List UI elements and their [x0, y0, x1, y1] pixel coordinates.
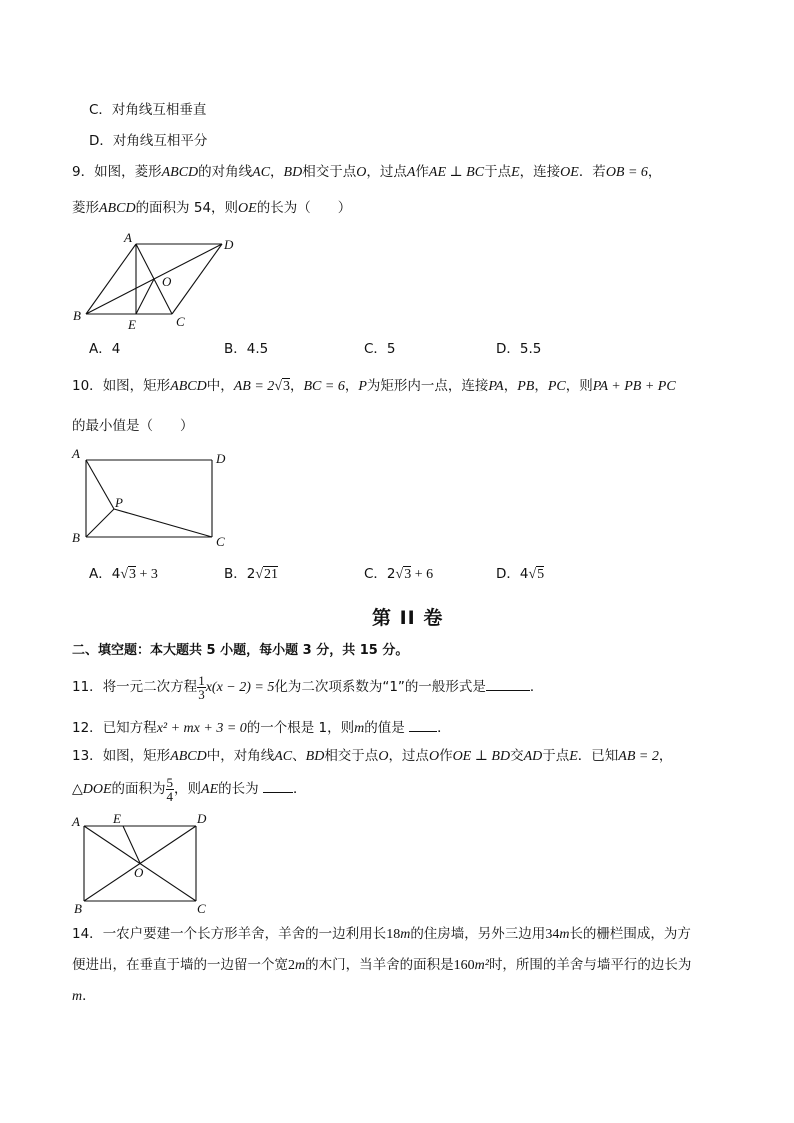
q13-stem-line2: △DOE的面积为 $\frac{5}{4}$ ，则AE的长为 ．	[72, 774, 307, 804]
edge-ab	[86, 244, 136, 314]
q13-stem-line1: 13．如图，矩形ABCD中，对角线AC、BD相交于点O，过点O作OE ⊥ BD交AD于点E．已知AB = 2，	[72, 748, 673, 764]
q10-option-b: B．2√21	[224, 566, 279, 582]
label-b: B	[74, 901, 82, 916]
label-c: C	[176, 314, 185, 329]
q9-option-a: A．4	[89, 341, 121, 357]
label-d: D	[197, 811, 207, 826]
q10-stem-line1: 10．如图，矩形ABCD中，AB = 2√3，BC = 6，P为矩形内一点，连接PA，PB，PC，则PA + PB + PC	[72, 378, 676, 394]
q14-stem-line1: 14．一农户要建一个长方形羊舍，羊舍的一边利用长18m的住房墙，另外三边用34m长的栅栏围成，为方	[72, 926, 691, 942]
q9-option-b: B．4.5	[224, 341, 269, 357]
q12-stem: 12．已知方程x² + mx + 3 = 0的一个根是 1，则m的值是 ．	[72, 717, 451, 739]
q8-option-c: C．对角线互相垂直	[89, 102, 207, 118]
q9-rhombus-figure	[70, 228, 250, 336]
q11-fraction: $\frac{1}{3}$	[198, 672, 205, 702]
q10-option-d: D．4√5	[496, 566, 545, 582]
q11-answer-blank[interactable]	[486, 676, 530, 691]
q11-stem: 11．将一元二次方程 $\frac{1}{3}$ x(x − 2) = 5化为二次项系数为“1”的一般形式是 ．	[72, 672, 544, 702]
label-b: B	[72, 530, 80, 545]
label-e: E	[113, 811, 121, 826]
q10-rectangle-figure	[68, 446, 238, 550]
q9-stem-line1: 9．如图，菱形ABCD的对角线AC，BD相交于点O，过点A作AE ⊥ BC于点E，连接OE．若OB = 6，	[72, 164, 662, 180]
q9-option-c: C．5	[364, 341, 396, 357]
label-o: O	[134, 865, 144, 880]
q9-stem-line2: 菱形ABCD的面积为 54，则OE的长为（ ）	[72, 200, 352, 216]
section-title: 第 II 卷	[372, 607, 444, 629]
label-e: E	[128, 317, 136, 332]
section-heading: 二、填空题：本大题共 5 小题，每小题 3 分，共 15 分。	[72, 643, 409, 658]
segment-pb	[86, 509, 114, 537]
q13-fraction: $\frac{5}{4}$	[166, 774, 174, 804]
q10-stem-line2: 的最小值是（ ）	[72, 418, 194, 434]
q9-option-d: D．5.5	[496, 341, 542, 357]
label-o: O	[162, 274, 172, 289]
q14-stem-line2: 便进出，在垂直于墙的一边留一个宽2m的木门，当羊舍的面积是160m²时，所围的羊舍与墙平行的边长为	[72, 957, 692, 973]
edge-cd	[172, 244, 222, 314]
label-d: D	[224, 237, 234, 252]
label-a: A	[124, 230, 132, 245]
label-c: C	[216, 534, 225, 549]
q12-answer-blank[interactable]	[409, 717, 437, 732]
label-a: A	[72, 814, 80, 829]
label-p: P	[115, 495, 123, 510]
q10-option-c: C．2√3 + 6	[364, 566, 434, 582]
q13-rectangle-figure	[68, 810, 218, 916]
label-b: B	[73, 308, 81, 323]
label-d: D	[216, 451, 226, 466]
q14-stem-line3: m．	[72, 988, 96, 1004]
q10-option-a: A．4√3 + 3	[89, 566, 158, 582]
label-c: C	[197, 901, 206, 916]
label-a: A	[72, 446, 80, 461]
segment-pc	[114, 509, 212, 537]
q8-option-d: D．对角线互相平分	[89, 133, 208, 149]
segment-pa	[86, 460, 114, 509]
q13-answer-blank[interactable]	[263, 778, 293, 793]
